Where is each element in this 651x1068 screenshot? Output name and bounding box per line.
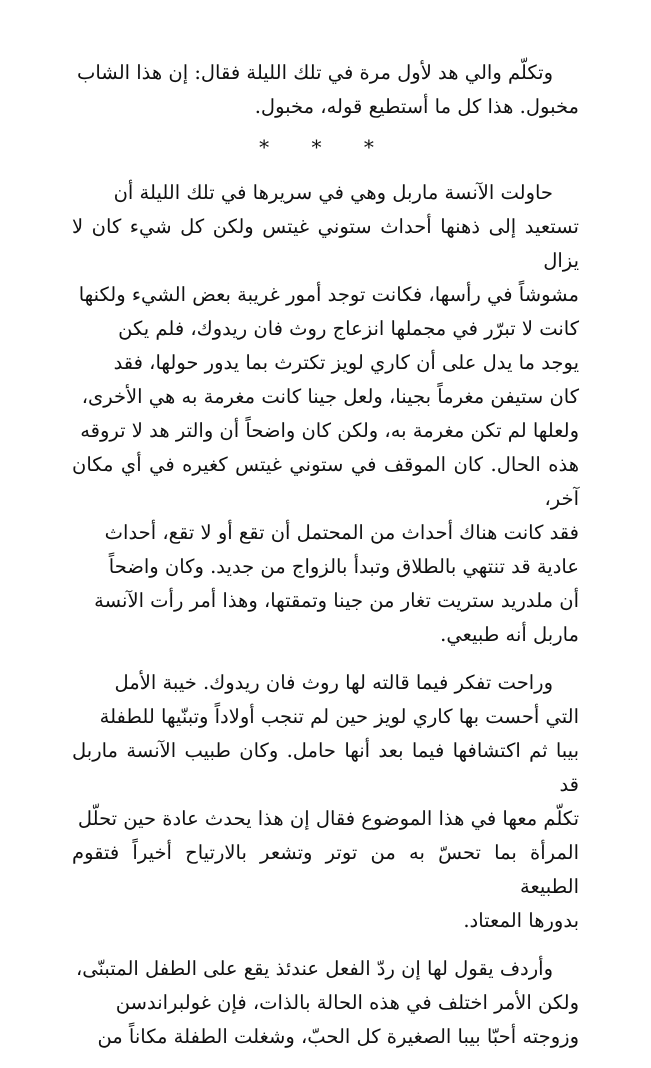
paragraph-body-1: حاولت الآنسة ماربل وهي في سريرها في تلك الليلة أن تستعيد إلى ذهنها أحداث ستوني غيتس ولكن كل شيء كان لا يزال مشوشاً في رأسها، فكانت توجد أمور غريبة بعض الشيء ولكنها كانت لا تبرّر في مجملها انزعاج روث فان ريدوك، فلم يكن يوجد ما يدل على أن كاري لويز تكترث بما يدور حولها، فقد كان ستيفن مغرماً بجينا، ولعل جينا كانت مغرمة به هي الأخرى، ولعلها لم تكن مغرمة به، ولكن كان واضحاً أن والتر هد لا تروقه هذه الحال. كان الموقف في ستوني غيتس كغيره في أي مكان آخر، فقد كانت هناك أحداث من المحتمل أن تقع أو لا تقع، أحداث عادية قد تنتهي بالطلاق وتبدأ بالزواج من جديد. وكان واضحاً أن ملدريد ستريت تغار من جينا وتمقتها، وهذا أمر رأت الآنسة ماربل أنه طبيعي. (72, 181, 579, 646)
paragraph-body-3: وأردف يقول لها إن ردّ الفعل عندئذ يقع على الطفل المتبنّى، ولكن الأمر اختلف في هذه الحالة بالذات، فإن غولبراندسن وزوجته أحبّا بيبا الصغيرة كل الحبّ، وشغلت الطفلة مكاناً من (75, 957, 579, 1048)
paragraph-body-2: وراحت تفكر فيما قالته لها روث فان ريدوك. خيبة الأمل التي أحست بها كاري لويز حين لم تنجب أولاداً وتبنّيها للطفلة بيبا ثم اكتشافها فيما بعد أنها حامل. وكان طبيب الآنسة ماربل قد تكلّم معها في هذا الموضوع فقال إن هذا يحدث عادة حين تحلّل المرأة بما تحسّ به من توتر وتشعر بالارتياح أخيراً فتقوم الطبيعة بدورها المعتاد. (72, 671, 579, 932)
book-page (72, 56, 579, 1068)
paragraph-opening: وتكلّم والي هد لأول مرة في تلك الليلة فقال: إن هذا الشاب مخبول. هذا كل ما أستطيع قوله، مخبول. (77, 61, 579, 118)
section-separator: * * * (259, 135, 392, 159)
